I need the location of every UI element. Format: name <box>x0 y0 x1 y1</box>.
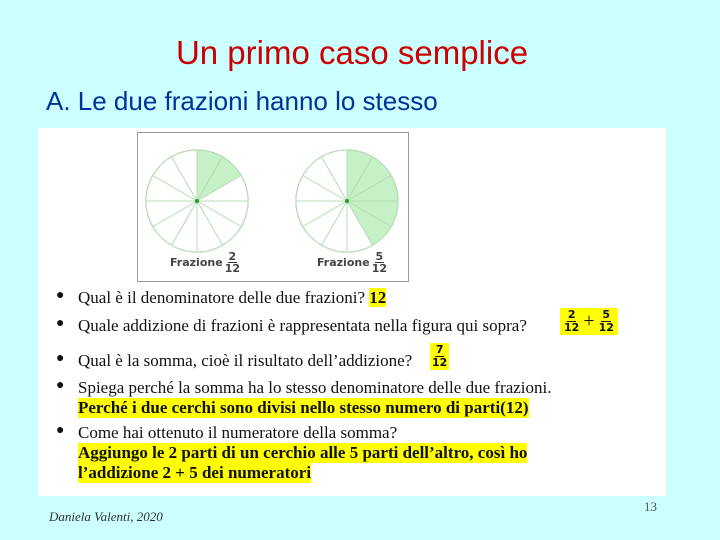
question-2-label: Quale addizione di frazioni è rappresentata nella figura qui sopra? <box>78 316 527 335</box>
slide-title: Un primo caso semplice <box>175 34 529 71</box>
right-fraction-label <box>317 251 387 274</box>
answer-2-a-num: 2 <box>567 308 576 321</box>
bullet-3: ● <box>56 351 65 366</box>
right-fraction-numerator: 5 <box>375 250 384 263</box>
answer-2-operator: + <box>583 310 595 332</box>
circle-right <box>296 150 398 252</box>
answer-1: 12 <box>369 288 387 307</box>
bullet-4: ● <box>56 378 65 393</box>
slide-subtitle: A. Le due frazioni hanno lo stesso <box>46 86 438 116</box>
answer-2-b-den: 12 <box>598 321 614 334</box>
answer-2-a-den: 12 <box>564 321 580 334</box>
answer-2-fraction-b <box>597 308 616 335</box>
answer-4: Perché i due cerchi sono divisi nello stesso numero di parti(12) <box>78 398 529 417</box>
answer-3-fraction <box>430 343 449 370</box>
question-1-label: Qual è il denominatore delle due frazioni? <box>78 288 365 307</box>
answer-2-expression <box>560 308 618 335</box>
left-fraction-label <box>170 251 240 274</box>
question-1-text <box>78 288 386 308</box>
bullet-1: ● <box>56 288 65 303</box>
question-3-label: Qual è la somma, cioè il risultato dell’addizione? <box>78 351 413 370</box>
left-fraction <box>225 251 240 274</box>
right-fraction <box>372 251 387 274</box>
answer-3-num: 7 <box>435 343 444 356</box>
question-5-label: Come hai ottenuto il numeratore della somma? <box>78 423 398 442</box>
answer-5-line-1: Aggiungo le 2 parti di un cerchio alle 5 parti dell’altro, così ho <box>78 443 528 462</box>
right-fraction-denominator: 12 <box>371 262 387 275</box>
bullet-2: ● <box>56 316 65 331</box>
footer-author: Daniela Valenti, 2020 <box>49 509 163 524</box>
circle-left <box>146 150 248 252</box>
question-4-label: Spiega perché la somma ha lo stesso denominatore delle due frazioni. <box>78 378 552 397</box>
page-number: 13 <box>644 499 657 514</box>
answer-5-line-2: l’addizione 2 + 5 dei numeratori <box>78 463 312 482</box>
left-circle-center <box>195 199 199 203</box>
answer-2-fraction-a <box>562 308 581 335</box>
right-circle-center <box>345 199 349 203</box>
content-panel <box>38 128 666 496</box>
left-fraction-word: Frazione <box>170 256 223 269</box>
answer-2-b-num: 5 <box>602 308 611 321</box>
left-fraction-denominator: 12 <box>224 262 240 275</box>
right-fraction-word: Frazione <box>317 256 370 269</box>
answer-3-den: 12 <box>432 356 448 369</box>
fraction-figure <box>137 132 409 282</box>
bullet-5: ● <box>56 423 65 438</box>
left-fraction-numerator: 2 <box>228 250 237 263</box>
